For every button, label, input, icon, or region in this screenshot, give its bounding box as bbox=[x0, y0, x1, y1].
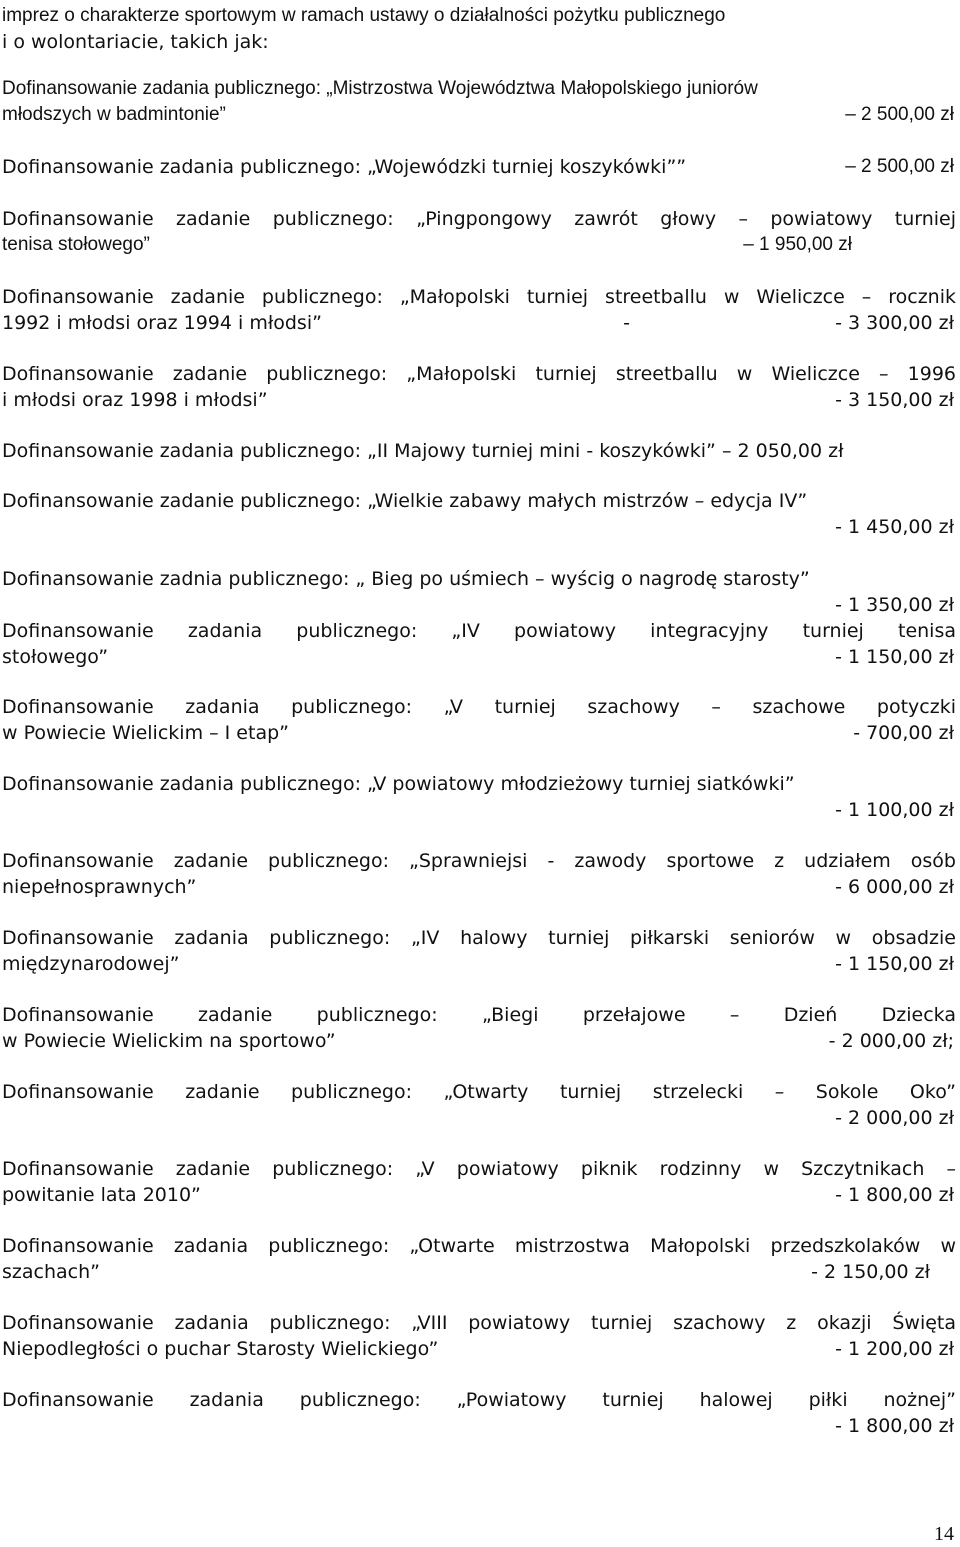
entry-amount: - 2 150,00 zł bbox=[811, 1261, 930, 1283]
entry-line: Dofinansowanie zadania publicznego: „Wojewódzki turniej koszykówki”” bbox=[2, 156, 687, 178]
entry-line: Dofinansowanie zadanie publicznego: „Sprawniejsi - zawody sportowe z udziałem osób bbox=[2, 850, 956, 872]
entry-line: Dofinansowanie zadanie publicznego: „Małopolski turniej streetballu w Wieliczce – 1996 bbox=[2, 363, 956, 385]
entry-line: tenisa stołowego” bbox=[2, 234, 150, 255]
entry-line: Dofinansowanie zadanie publicznego: „Otwarty turniej strzelecki – Sokole Oko” bbox=[2, 1081, 956, 1103]
entry-line: w Powiecie Wielickim – I etap” bbox=[2, 722, 289, 744]
entry-line: powitanie lata 2010” bbox=[2, 1184, 201, 1206]
entry-line: młodszych w badmintonie” bbox=[2, 104, 226, 125]
entry-amount: - 3 150,00 zł bbox=[835, 389, 954, 411]
entry-line: w Powiecie Wielickim na sportowo” bbox=[2, 1030, 336, 1052]
entry-line: niepełnosprawnych” bbox=[2, 876, 197, 898]
entry-amount: - 1 100,00 zł bbox=[835, 799, 954, 821]
entry-line: Dofinansowanie zadania publicznego: „Powiatowy turniej halowej piłki nożnej” bbox=[2, 1389, 956, 1411]
entry-line: Dofinansowanie zadnia publicznego: „ Bieg po uśmiech – wyścig o nagrodę starosty” bbox=[2, 568, 810, 590]
entry-amount: - 1 800,00 zł bbox=[835, 1415, 954, 1437]
entry-amount: - 1 150,00 zł bbox=[835, 646, 954, 668]
entry-amount: - 1 150,00 zł bbox=[835, 953, 954, 975]
entry-line: Dofinansowanie zadania publicznego: „V powiatowy młodzieżowy turniej siatkówki” bbox=[2, 773, 795, 795]
entry-line: szachach” bbox=[2, 1261, 100, 1283]
entry-amount: - 1 350,00 zł bbox=[835, 594, 954, 616]
entry-line: Niepodległości o puchar Starosty Wielickiego” bbox=[2, 1338, 439, 1360]
entry-line: Dofinansowanie zadania publicznego: „Otwarte mistrzostwa Małopolski przedszkolaków w bbox=[2, 1235, 956, 1257]
entry-amount: - 2 000,00 zł; bbox=[828, 1030, 954, 1052]
entry-amount: - 700,00 zł bbox=[853, 722, 954, 744]
entry-line: Dofinansowanie zadania publicznego: „II Majowy turniej mini - koszykówki” – 2 050,00 zł bbox=[2, 440, 844, 462]
entry-amount: – 1 950,00 zł bbox=[743, 234, 852, 255]
entry-line: i młodsi oraz 1998 i młodsi” bbox=[2, 389, 268, 411]
entry-line: Dofinansowanie zadania publicznego: „IV powiatowy integracyjny turniej tenisa bbox=[2, 620, 956, 642]
entry-amount: - 1 450,00 zł bbox=[835, 516, 954, 538]
entry-line: stołowego” bbox=[2, 646, 109, 668]
entry-amount: - 2 000,00 zł bbox=[835, 1107, 954, 1129]
entry-amount: - 6 000,00 zł bbox=[835, 876, 954, 898]
entry-line: Dofinansowanie zadania publicznego: „IV halowy turniej piłkarski seniorów w obsadzie bbox=[2, 927, 956, 949]
entry-amount: – 2 500,00 zł bbox=[845, 156, 954, 177]
entry-line: Dofinansowanie zadanie publicznego: „Wielkie zabawy małych mistrzów – edycja IV” bbox=[2, 490, 808, 512]
entry-line: Dofinansowanie zadania publicznego: „VIII powiatowy turniej szachowy z okazji Święta bbox=[2, 1312, 956, 1334]
entry-line: Dofinansowanie zadania publicznego: „Mistrzostwa Województwa Małopolskiego juniorów bbox=[2, 78, 758, 99]
entry-amount: – 2 500,00 zł bbox=[845, 104, 954, 125]
entry-line: 1992 i młodsi oraz 1994 i młodsi” bbox=[2, 312, 322, 334]
entry-amount: - 3 300,00 zł bbox=[835, 312, 954, 334]
entry-line: Dofinansowanie zadanie publicznego: „Pingpongowy zawrót głowy – powiatowy turniej bbox=[2, 208, 956, 230]
entry-line: Dofinansowanie zadanie publicznego: „Małopolski turniej streetballu w Wieliczce – rocznik bbox=[2, 286, 956, 308]
entry-dash: - bbox=[623, 312, 630, 334]
intro-line-1: imprez o charakterze sportowym w ramach ustawy o działalności pożytku publicznego bbox=[2, 5, 726, 26]
entry-amount: - 1 200,00 zł bbox=[835, 1338, 954, 1360]
entry-line: Dofinansowanie zadanie publicznego: „Biegi przełajowe – Dzień Dziecka bbox=[2, 1004, 956, 1026]
entry-line: międzynarodowej” bbox=[2, 953, 180, 975]
entry-line: Dofinansowanie zadania publicznego: „V turniej szachowy – szachowe potyczki bbox=[2, 696, 956, 718]
page-number: 14 bbox=[934, 1523, 954, 1545]
entry-amount: - 1 800,00 zł bbox=[835, 1184, 954, 1206]
entry-line: Dofinansowanie zadanie publicznego: „V powiatowy piknik rodzinny w Szczytnikach – bbox=[2, 1158, 956, 1180]
intro-line-2: i o wolontariacie, takich jak: bbox=[2, 31, 269, 53]
